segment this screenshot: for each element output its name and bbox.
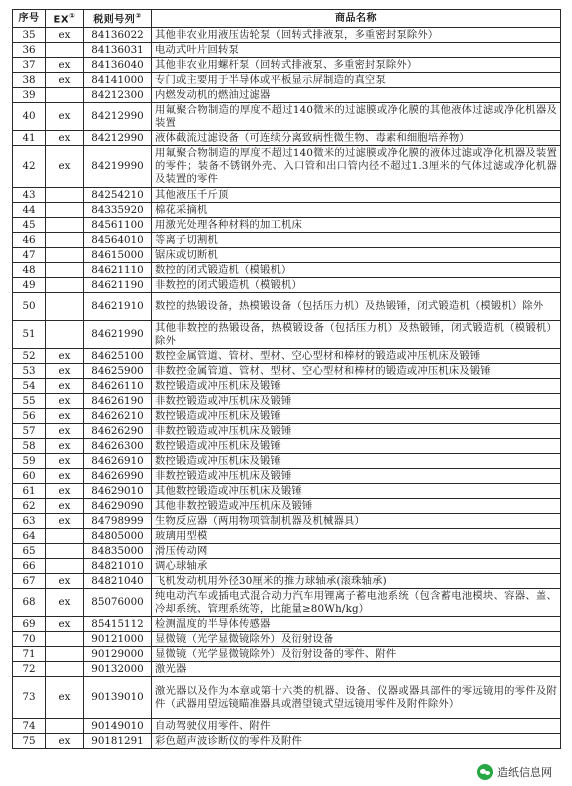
header-ex-footnote: ① xyxy=(69,12,76,21)
cell-no: 56 xyxy=(13,409,46,424)
table-row xyxy=(13,424,561,439)
table-row xyxy=(13,28,561,43)
cell-no: 69 xyxy=(13,617,46,632)
cell-no: 74 xyxy=(13,719,46,734)
cell-name: 其他非数控的热锻设备，热模锻设备（包括压力机）及热锻锤，闭式锻造机（模锻机）除外 xyxy=(152,321,561,349)
cell-no: 55 xyxy=(13,394,46,409)
cell-name: 数控金属管道、管材、型材、空心型材和棒材的锻造或冲压机床及锻锤 xyxy=(152,349,561,364)
cell-name: 非数控的闭式锻造机（模锻机） xyxy=(152,278,561,293)
cell-code: 84136031 xyxy=(84,43,152,58)
table-row xyxy=(13,203,561,218)
cell-code: 84626210 xyxy=(84,409,152,424)
cell-no: 68 xyxy=(13,589,46,617)
cell-name: 其他非数控锻造或冲压机床及锻锤 xyxy=(152,499,561,514)
header-code-footnote: ② xyxy=(135,12,142,21)
cell-name: 用氟聚合物制造的厚度不超过140微米的过滤膜或净化膜的其他液体过滤或净化机器及装置 xyxy=(152,103,561,131)
cell-ex: ex xyxy=(46,424,84,439)
cell-code: 84212990 xyxy=(84,103,152,131)
table-row xyxy=(13,146,561,188)
cell-name: 检测温度的半导体传感器 xyxy=(152,617,561,632)
cell-code: 84805000 xyxy=(84,529,152,544)
cell-ex: ex xyxy=(46,484,84,499)
table-row xyxy=(13,574,561,589)
cell-name: 棉花采摘机 xyxy=(152,203,561,218)
cell-name: 内燃发动机的燃油过滤器 xyxy=(152,88,561,103)
cell-no: 65 xyxy=(13,544,46,559)
table-row xyxy=(13,439,561,454)
cell-no: 58 xyxy=(13,439,46,454)
cell-code: 84254210 xyxy=(84,188,152,203)
table-row xyxy=(13,321,561,349)
cell-ex xyxy=(46,218,84,233)
cell-no: 41 xyxy=(13,131,46,146)
cell-name: 其他数控锻造或冲压机床及锻锤 xyxy=(152,484,561,499)
cell-name: 自动驾驶仪用零件、附件 xyxy=(152,719,561,734)
table-row xyxy=(13,278,561,293)
cell-no: 38 xyxy=(13,73,46,88)
cell-no: 66 xyxy=(13,559,46,574)
cell-no: 42 xyxy=(13,146,46,188)
table-row xyxy=(13,469,561,484)
cell-name: 激光器 xyxy=(152,662,561,677)
cell-name: 其他液压千斤顶 xyxy=(152,188,561,203)
table-row xyxy=(13,58,561,73)
cell-no: 52 xyxy=(13,349,46,364)
cell-name: 彩色超声波诊断仪的零件及附件 xyxy=(152,734,561,749)
cell-ex xyxy=(46,203,84,218)
table-row xyxy=(13,131,561,146)
cell-ex: ex xyxy=(46,103,84,131)
cell-ex: ex xyxy=(46,589,84,617)
cell-no: 54 xyxy=(13,379,46,394)
header-ex xyxy=(46,10,84,28)
cell-code: 85076000 xyxy=(84,589,152,617)
cell-ex: ex xyxy=(46,734,84,749)
table-row xyxy=(13,218,561,233)
cell-ex: ex xyxy=(46,146,84,188)
wechat-icon xyxy=(477,764,493,780)
table-row xyxy=(13,499,561,514)
cell-ex: ex xyxy=(46,499,84,514)
cell-no: 46 xyxy=(13,233,46,248)
cell-code: 84626110 xyxy=(84,379,152,394)
cell-name: 非数控锻造或冲压机床及锻锤 xyxy=(152,394,561,409)
cell-no: 70 xyxy=(13,632,46,647)
cell-ex: ex xyxy=(46,394,84,409)
cell-no: 40 xyxy=(13,103,46,131)
cell-ex xyxy=(46,293,84,321)
cell-code: 84629090 xyxy=(84,499,152,514)
cell-no: 44 xyxy=(13,203,46,218)
table-row xyxy=(13,73,561,88)
cell-ex: ex xyxy=(46,439,84,454)
cell-code: 90129000 xyxy=(84,647,152,662)
cell-no: 75 xyxy=(13,734,46,749)
cell-ex: ex xyxy=(46,677,84,719)
cell-ex: ex xyxy=(46,73,84,88)
cell-code: 84219990 xyxy=(84,146,152,188)
cell-ex xyxy=(46,248,84,263)
cell-ex: ex xyxy=(46,131,84,146)
table-row xyxy=(13,559,561,574)
cell-name: 电动式叶片回转泵 xyxy=(152,43,561,58)
cell-ex xyxy=(46,544,84,559)
cell-no: 39 xyxy=(13,88,46,103)
cell-no: 59 xyxy=(13,454,46,469)
table-row xyxy=(13,677,561,719)
cell-code: 85415112 xyxy=(84,617,152,632)
cell-code: 84629010 xyxy=(84,484,152,499)
table-row xyxy=(13,103,561,131)
table-row xyxy=(13,88,561,103)
cell-ex: ex xyxy=(46,469,84,484)
header-no: 序号 xyxy=(13,10,46,28)
cell-name: 液体截流过滤设备（可连续分离致病性微生物、毒素和细胞培养物） xyxy=(152,131,561,146)
cell-code: 90139010 xyxy=(84,677,152,719)
cell-name: 玻璃用型模 xyxy=(152,529,561,544)
cell-ex xyxy=(46,529,84,544)
cell-name: 其他非农业用螺杆泵（回转式排液泵、多重密封泵除外） xyxy=(152,58,561,73)
table-row xyxy=(13,719,561,734)
cell-code: 84564010 xyxy=(84,233,152,248)
table-row xyxy=(13,662,561,677)
cell-name: 显微镜（光学显微镜除外）及衍射设备的零件、附件 xyxy=(152,647,561,662)
table-row xyxy=(13,233,561,248)
cell-code: 90181291 xyxy=(84,734,152,749)
cell-name: 数控锻造或冲压机床及锻锤 xyxy=(152,379,561,394)
cell-ex xyxy=(46,233,84,248)
table-row xyxy=(13,734,561,749)
cell-ex xyxy=(46,647,84,662)
cell-code: 84621910 xyxy=(84,293,152,321)
table-row xyxy=(13,43,561,58)
table-row xyxy=(13,544,561,559)
cell-no: 53 xyxy=(13,364,46,379)
cell-no: 63 xyxy=(13,514,46,529)
cell-no: 61 xyxy=(13,484,46,499)
cell-ex: ex xyxy=(46,349,84,364)
cell-name: 显微镜（光学显微镜除外）及衍射设备 xyxy=(152,632,561,647)
cell-name: 数控锻造或冲压机床及锻锤 xyxy=(152,454,561,469)
cell-code: 84335920 xyxy=(84,203,152,218)
table-row xyxy=(13,617,561,632)
cell-code: 84626300 xyxy=(84,439,152,454)
cell-name: 激光器以及作为本章或第十六类的机器、设备、仪器或器具部件的零远镜用的零件及附件（武器用望远镜瞄准器具或潜望镜式望远镜用零件及附件除外） xyxy=(152,677,561,719)
cell-ex: ex xyxy=(46,379,84,394)
table-row xyxy=(13,379,561,394)
cell-ex xyxy=(46,662,84,677)
cell-name: 调心球轴承 xyxy=(152,559,561,574)
cell-ex xyxy=(46,559,84,574)
table-row xyxy=(13,484,561,499)
table-row xyxy=(13,293,561,321)
watermark-text: 造纸信息网 xyxy=(497,766,552,779)
table-row xyxy=(13,647,561,662)
cell-no: 36 xyxy=(13,43,46,58)
table-row xyxy=(13,589,561,617)
cell-name: 滑压传动网 xyxy=(152,544,561,559)
table-row xyxy=(13,394,561,409)
cell-no: 51 xyxy=(13,321,46,349)
cell-name: 纯电动汽车或插电式混合动力汽车用锂离子蓄电池系统（包含蓄电池模块、容器、盖、冷却系统、管理系统等，比能量≥80Wh/kg） xyxy=(152,589,561,617)
table-row xyxy=(13,364,561,379)
cell-ex xyxy=(46,88,84,103)
cell-ex xyxy=(46,43,84,58)
cell-name: 数控锻造或冲压机床及锻锤 xyxy=(152,409,561,424)
cell-code: 84621990 xyxy=(84,321,152,349)
table-row xyxy=(13,188,561,203)
cell-code: 84212990 xyxy=(84,131,152,146)
cell-ex: ex xyxy=(46,617,84,632)
cell-no: 45 xyxy=(13,218,46,233)
cell-ex: ex xyxy=(46,574,84,589)
cell-name: 数控锻造或冲压机床及锻锤 xyxy=(152,439,561,454)
table-row xyxy=(13,454,561,469)
cell-ex xyxy=(46,321,84,349)
watermark xyxy=(473,762,556,782)
cell-code: 84136022 xyxy=(84,28,152,43)
cell-name: 非数控锻造或冲压机床及锻锤 xyxy=(152,469,561,484)
cell-ex xyxy=(46,719,84,734)
cell-code: 84615000 xyxy=(84,248,152,263)
cell-code: 90132000 xyxy=(84,662,152,677)
cell-code: 84821040 xyxy=(84,574,152,589)
cell-name: 数控的热锻设备，热模锻设备（包括压力机）及热锻锤，闭式锻造机（模锻机）除外 xyxy=(152,293,561,321)
header-code-label: 税则号列 xyxy=(93,14,136,26)
cell-code: 84625900 xyxy=(84,364,152,379)
table-row xyxy=(13,263,561,278)
cell-no: 72 xyxy=(13,662,46,677)
cell-code: 84621110 xyxy=(84,263,152,278)
header-row xyxy=(13,10,561,28)
cell-no: 35 xyxy=(13,28,46,43)
cell-code: 84141000 xyxy=(84,73,152,88)
cell-ex xyxy=(46,632,84,647)
cell-ex xyxy=(46,263,84,278)
cell-code: 84835000 xyxy=(84,544,152,559)
cell-name: 用氟聚合物制造的厚度不超过140微米的过滤膜或净化膜的液体过滤或净化机器及装置的零件；装备不锈钢外壳、入口管和出口管内径不超过1.3厘米的气体过滤或净化机器及装置的零件 xyxy=(152,146,561,188)
table-row xyxy=(13,248,561,263)
cell-code: 84821010 xyxy=(84,559,152,574)
cell-code: 90121000 xyxy=(84,632,152,647)
cell-name: 飞机发动机用外径30厘米的推力球轴承(滚珠轴承) xyxy=(152,574,561,589)
cell-ex: ex xyxy=(46,409,84,424)
cell-code: 84136040 xyxy=(84,58,152,73)
tariff-table xyxy=(12,9,561,749)
cell-code: 84626910 xyxy=(84,454,152,469)
cell-ex xyxy=(46,278,84,293)
cell-name: 非数控金属管道、管材、型材、空心型材和棒材的锻造或冲压机床及锻锤 xyxy=(152,364,561,379)
table-row xyxy=(13,632,561,647)
cell-no: 48 xyxy=(13,263,46,278)
cell-ex xyxy=(46,188,84,203)
cell-no: 50 xyxy=(13,293,46,321)
cell-no: 67 xyxy=(13,574,46,589)
cell-no: 60 xyxy=(13,469,46,484)
cell-code: 90149010 xyxy=(84,719,152,734)
header-name: 商品名称 xyxy=(152,10,561,28)
cell-name: 用激光处理各种材料的加工机床 xyxy=(152,218,561,233)
cell-ex: ex xyxy=(46,454,84,469)
cell-no: 49 xyxy=(13,278,46,293)
table-body xyxy=(13,28,561,749)
cell-no: 47 xyxy=(13,248,46,263)
cell-ex: ex xyxy=(46,514,84,529)
cell-name: 锯床或切断机 xyxy=(152,248,561,263)
cell-name: 其他非农业用液压齿轮泵（回转式排液泵，多重密封泵除外） xyxy=(152,28,561,43)
header-ex-label: EX xyxy=(53,14,70,26)
table-row xyxy=(13,529,561,544)
cell-name: 等离子切割机 xyxy=(152,233,561,248)
cell-code: 84626190 xyxy=(84,394,152,409)
cell-code: 84626290 xyxy=(84,424,152,439)
cell-code: 84212300 xyxy=(84,88,152,103)
cell-no: 64 xyxy=(13,529,46,544)
cell-ex: ex xyxy=(46,58,84,73)
cell-name: 数控的闭式锻造机（模锻机） xyxy=(152,263,561,278)
cell-ex: ex xyxy=(46,364,84,379)
cell-no: 71 xyxy=(13,647,46,662)
cell-name: 专门或主要用于半导体或平板显示屏制造的真空泵 xyxy=(152,73,561,88)
table-row xyxy=(13,514,561,529)
cell-name: 生物反应器（两用物项管制机器及机械器具） xyxy=(152,514,561,529)
cell-no: 57 xyxy=(13,424,46,439)
cell-code: 84626990 xyxy=(84,469,152,484)
cell-code: 84798999 xyxy=(84,514,152,529)
cell-ex: ex xyxy=(46,28,84,43)
cell-no: 62 xyxy=(13,499,46,514)
cell-no: 73 xyxy=(13,677,46,719)
cell-code: 84625100 xyxy=(84,349,152,364)
table-row xyxy=(13,349,561,364)
cell-no: 37 xyxy=(13,58,46,73)
cell-no: 43 xyxy=(13,188,46,203)
cell-name: 非数控锻造或冲压机床及锻锤 xyxy=(152,424,561,439)
header-code xyxy=(84,10,152,28)
table-row xyxy=(13,409,561,424)
cell-code: 84561100 xyxy=(84,218,152,233)
cell-code: 84621190 xyxy=(84,278,152,293)
